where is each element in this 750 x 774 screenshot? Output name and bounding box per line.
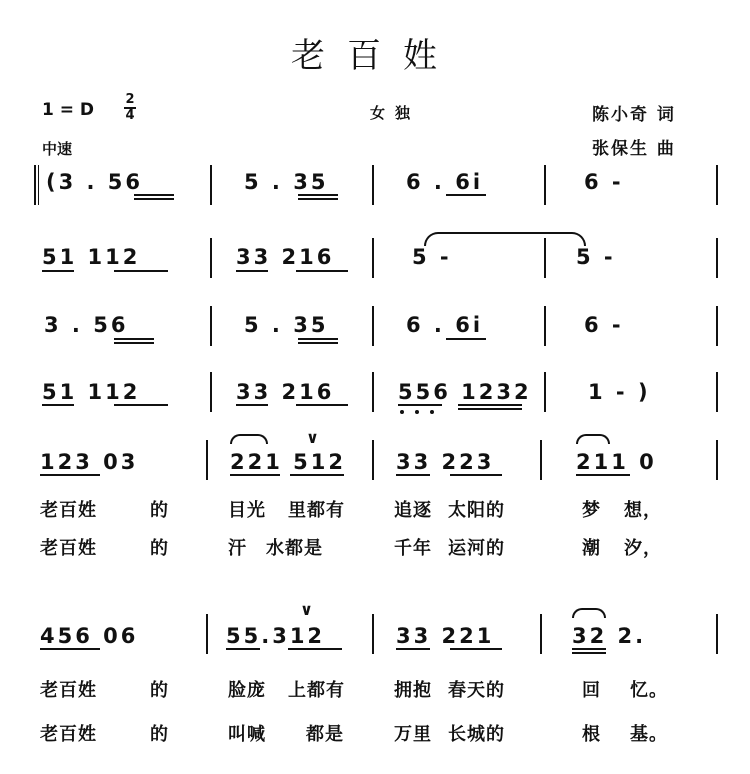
measure: 33 216 [236,245,335,269]
lyric: 忆。 [630,680,668,701]
lyric: 汐， [624,538,662,559]
slur-arc [572,608,606,618]
slur-arc [576,434,610,444]
measure: 221 512 [230,450,346,474]
measure: 5 . 35 [244,313,329,337]
lyric: 老百姓 [40,500,97,521]
measure: 5 . 35 [244,170,329,194]
lyric: 的 [150,724,169,745]
lyric: 的 [150,680,169,701]
lyric: 老百姓 [40,538,97,559]
measure: 6 - [584,170,624,194]
lyric: 回 [582,680,601,701]
lyric: 脸庞 [228,680,266,701]
lyric: 目光 [228,500,266,521]
lyric: 老百姓 [40,680,97,701]
lyric: 叫喊 [228,724,266,745]
measure: 5 - [576,245,616,269]
lyricist-credit: 陈小奇 词 [592,105,676,125]
lyric: 的 [150,500,169,521]
accent-mark: ∨ [306,428,319,447]
lyric: 万里 [394,724,432,745]
measure: 123 03 [40,450,139,474]
measure: 5 - [412,245,452,269]
key-signature: 1 = D [42,100,95,120]
lyric: 根 [582,724,601,745]
composer-credit: 张保生 曲 [592,139,676,159]
measure: 32 2. [572,624,647,648]
lyric: 梦 [582,500,601,521]
voice-type: 女独 [370,104,421,122]
measure: 556 1232 [398,380,532,404]
time-signature-top: 2 [125,92,135,107]
measure: (3 . 56 [46,170,144,194]
measure: 51 112 [42,245,141,269]
lyric: 基。 [630,724,668,745]
lyric: 春天的 [448,680,505,701]
time-signature [124,94,136,122]
lyric: 里都有 [288,500,345,521]
measure: 6 - [584,313,624,337]
lyric: 千年 [394,538,432,559]
measure: 55.312 [226,624,326,648]
time-signature-bottom: 4 [125,108,135,123]
measure: 33 216 [236,380,335,404]
measure: 456 06 [40,624,139,648]
slur-arc [230,434,268,444]
measure: 33 221 [396,624,495,648]
lyric: 水都是 [266,538,323,559]
lyric: 汗 [228,538,247,559]
lyric: 老百姓 [40,724,97,745]
lyric: 运河的 [448,538,505,559]
lyric: 拥抱 [394,680,432,701]
lyric: 都是 [306,724,344,745]
measure: 51 112 [42,380,141,404]
tempo-marking: 中速 [42,140,73,158]
measure: 3 . 56 [44,313,129,337]
measure: 1 - ) [588,380,651,404]
lyric: 长城的 [448,724,505,745]
tie-arc [424,232,586,246]
lyric: 潮 [582,538,601,559]
lyric: 追逐 [394,500,432,521]
lyric: 的 [150,538,169,559]
page-title: 老百姓 [291,36,459,76]
lyric: 上都有 [288,680,345,701]
lyric: 太阳的 [448,500,505,521]
measure: 6 . 6i [406,313,484,337]
measure: 6 . 6i [406,170,484,194]
lyric: 想， [624,500,662,521]
measure: 211 0 [576,450,657,474]
accent-mark: ∨ [300,600,313,619]
measure: 33 223 [396,450,495,474]
